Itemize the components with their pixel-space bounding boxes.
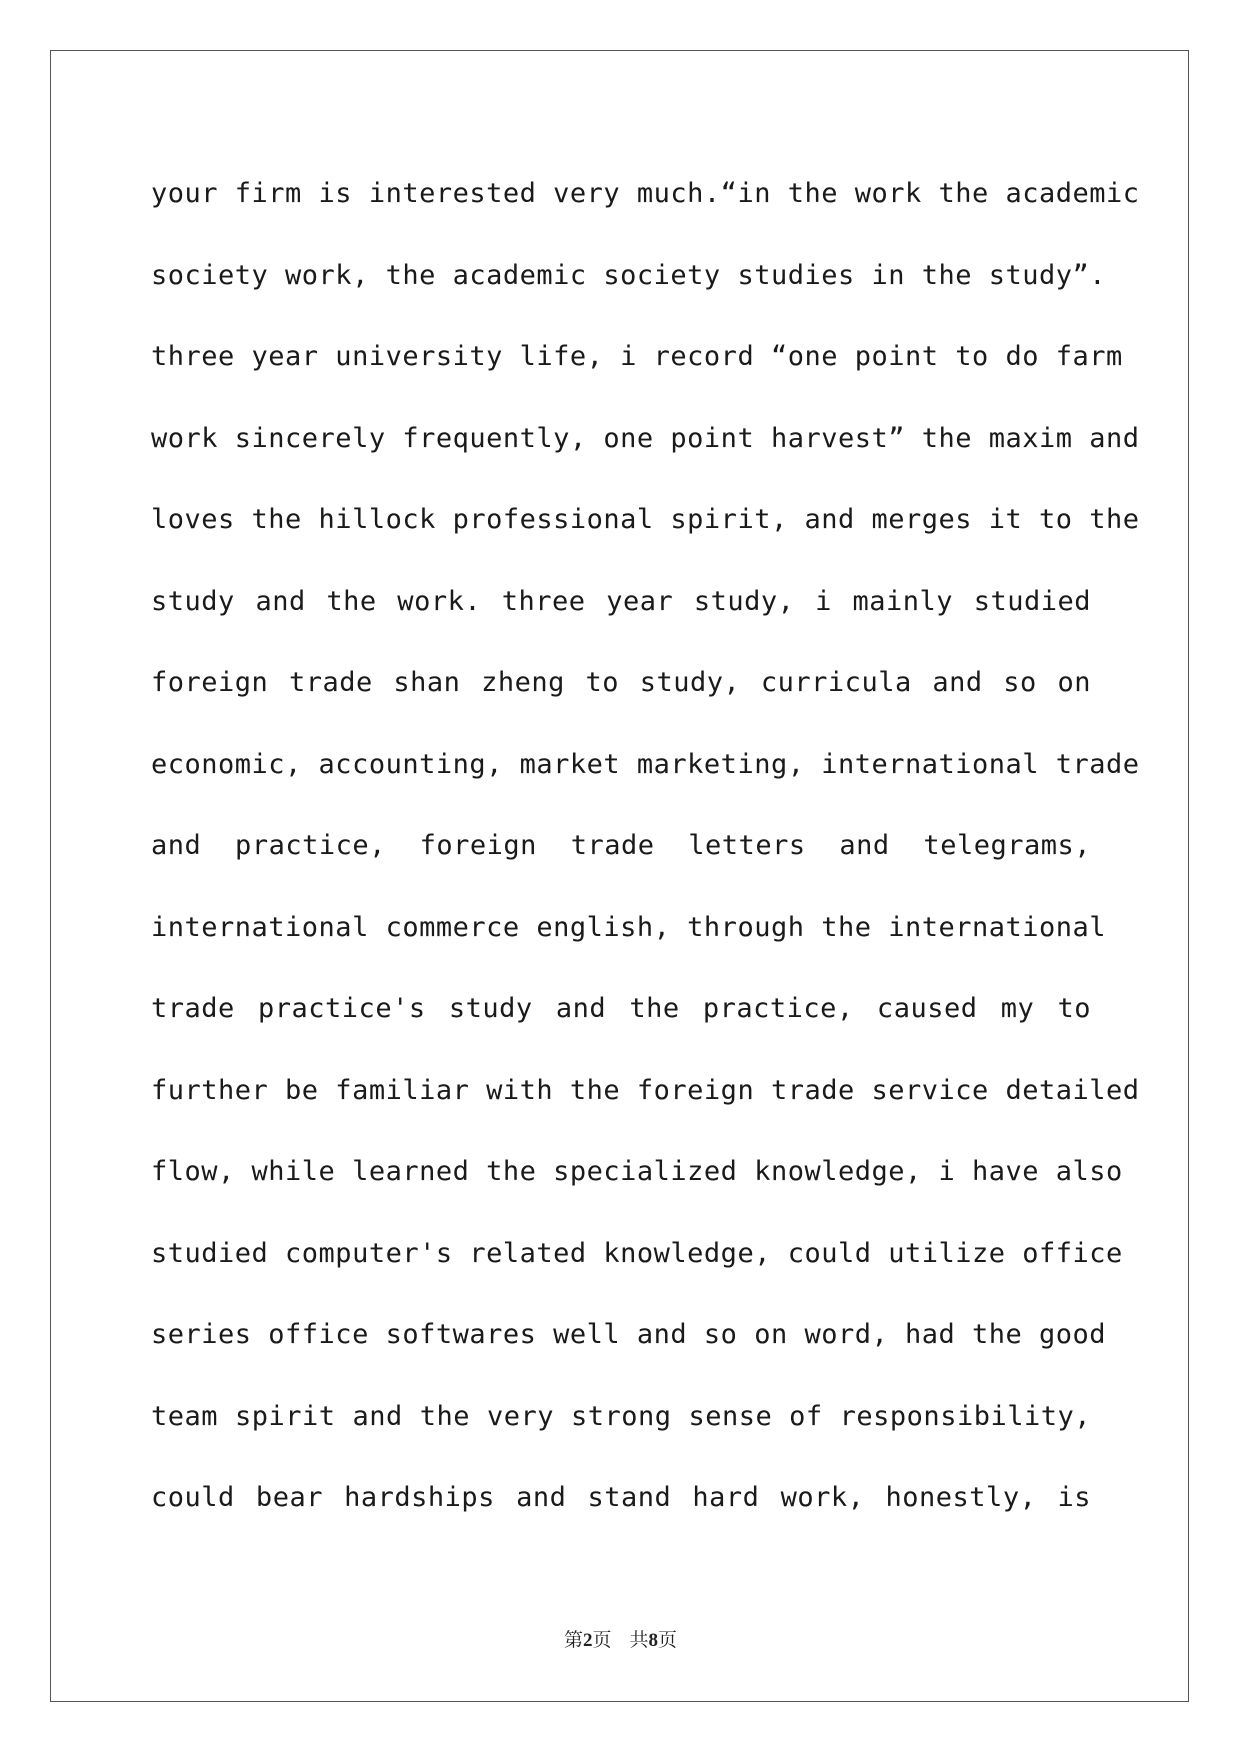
text-line: international commerce english, through the international [151,911,1107,943]
total-prefix: 共 [629,1629,649,1651]
text-line: flow, while learned the specialized knowledge, i have also [151,1156,1123,1187]
text-line: series office softwares well and so on word, had the good [151,1319,1107,1350]
text-line: economic, accounting, market marketing, international trade [151,748,1140,780]
text-line: team spirit and the very strong sense of responsibility, [151,1400,1091,1432]
text-line: could bear hardships and stand hard work, honestly, is [151,1482,1091,1513]
text-line: society work, the academic society studies in the study”. [151,259,1107,291]
text-line: your firm is interested very much.“in the work the academic [151,178,1140,209]
text-line: further be familiar with the foreign trade service detailed [151,1074,1140,1106]
text-line: studied computer's related knowledge, could utilize office [151,1237,1123,1269]
text-line: loves the hillock professional spirit, and merges it to the [151,504,1140,535]
text-line: three year university life, i record “one point to do farm [151,341,1123,372]
total-suffix: 页 [658,1629,678,1651]
text-line: foreign trade shan zheng to study, curricula and so on [151,667,1091,698]
text-line: and practice, foreign trade letters and telegrams, [151,830,1091,861]
total-pages: 8 [648,1630,659,1651]
page-prefix: 第 [563,1629,583,1651]
text-line: work sincerely frequently, one point harvest” the maxim and [151,422,1140,454]
page-number: 2 [582,1630,593,1651]
text-line: study and the work. three year study, i mainly studied [151,585,1091,617]
text-line: trade practice's study and the practice, caused my to [151,993,1091,1024]
body-text [151,153,1140,1539]
page-footer [0,1625,1241,1652]
page-suffix: 页 [592,1629,612,1651]
